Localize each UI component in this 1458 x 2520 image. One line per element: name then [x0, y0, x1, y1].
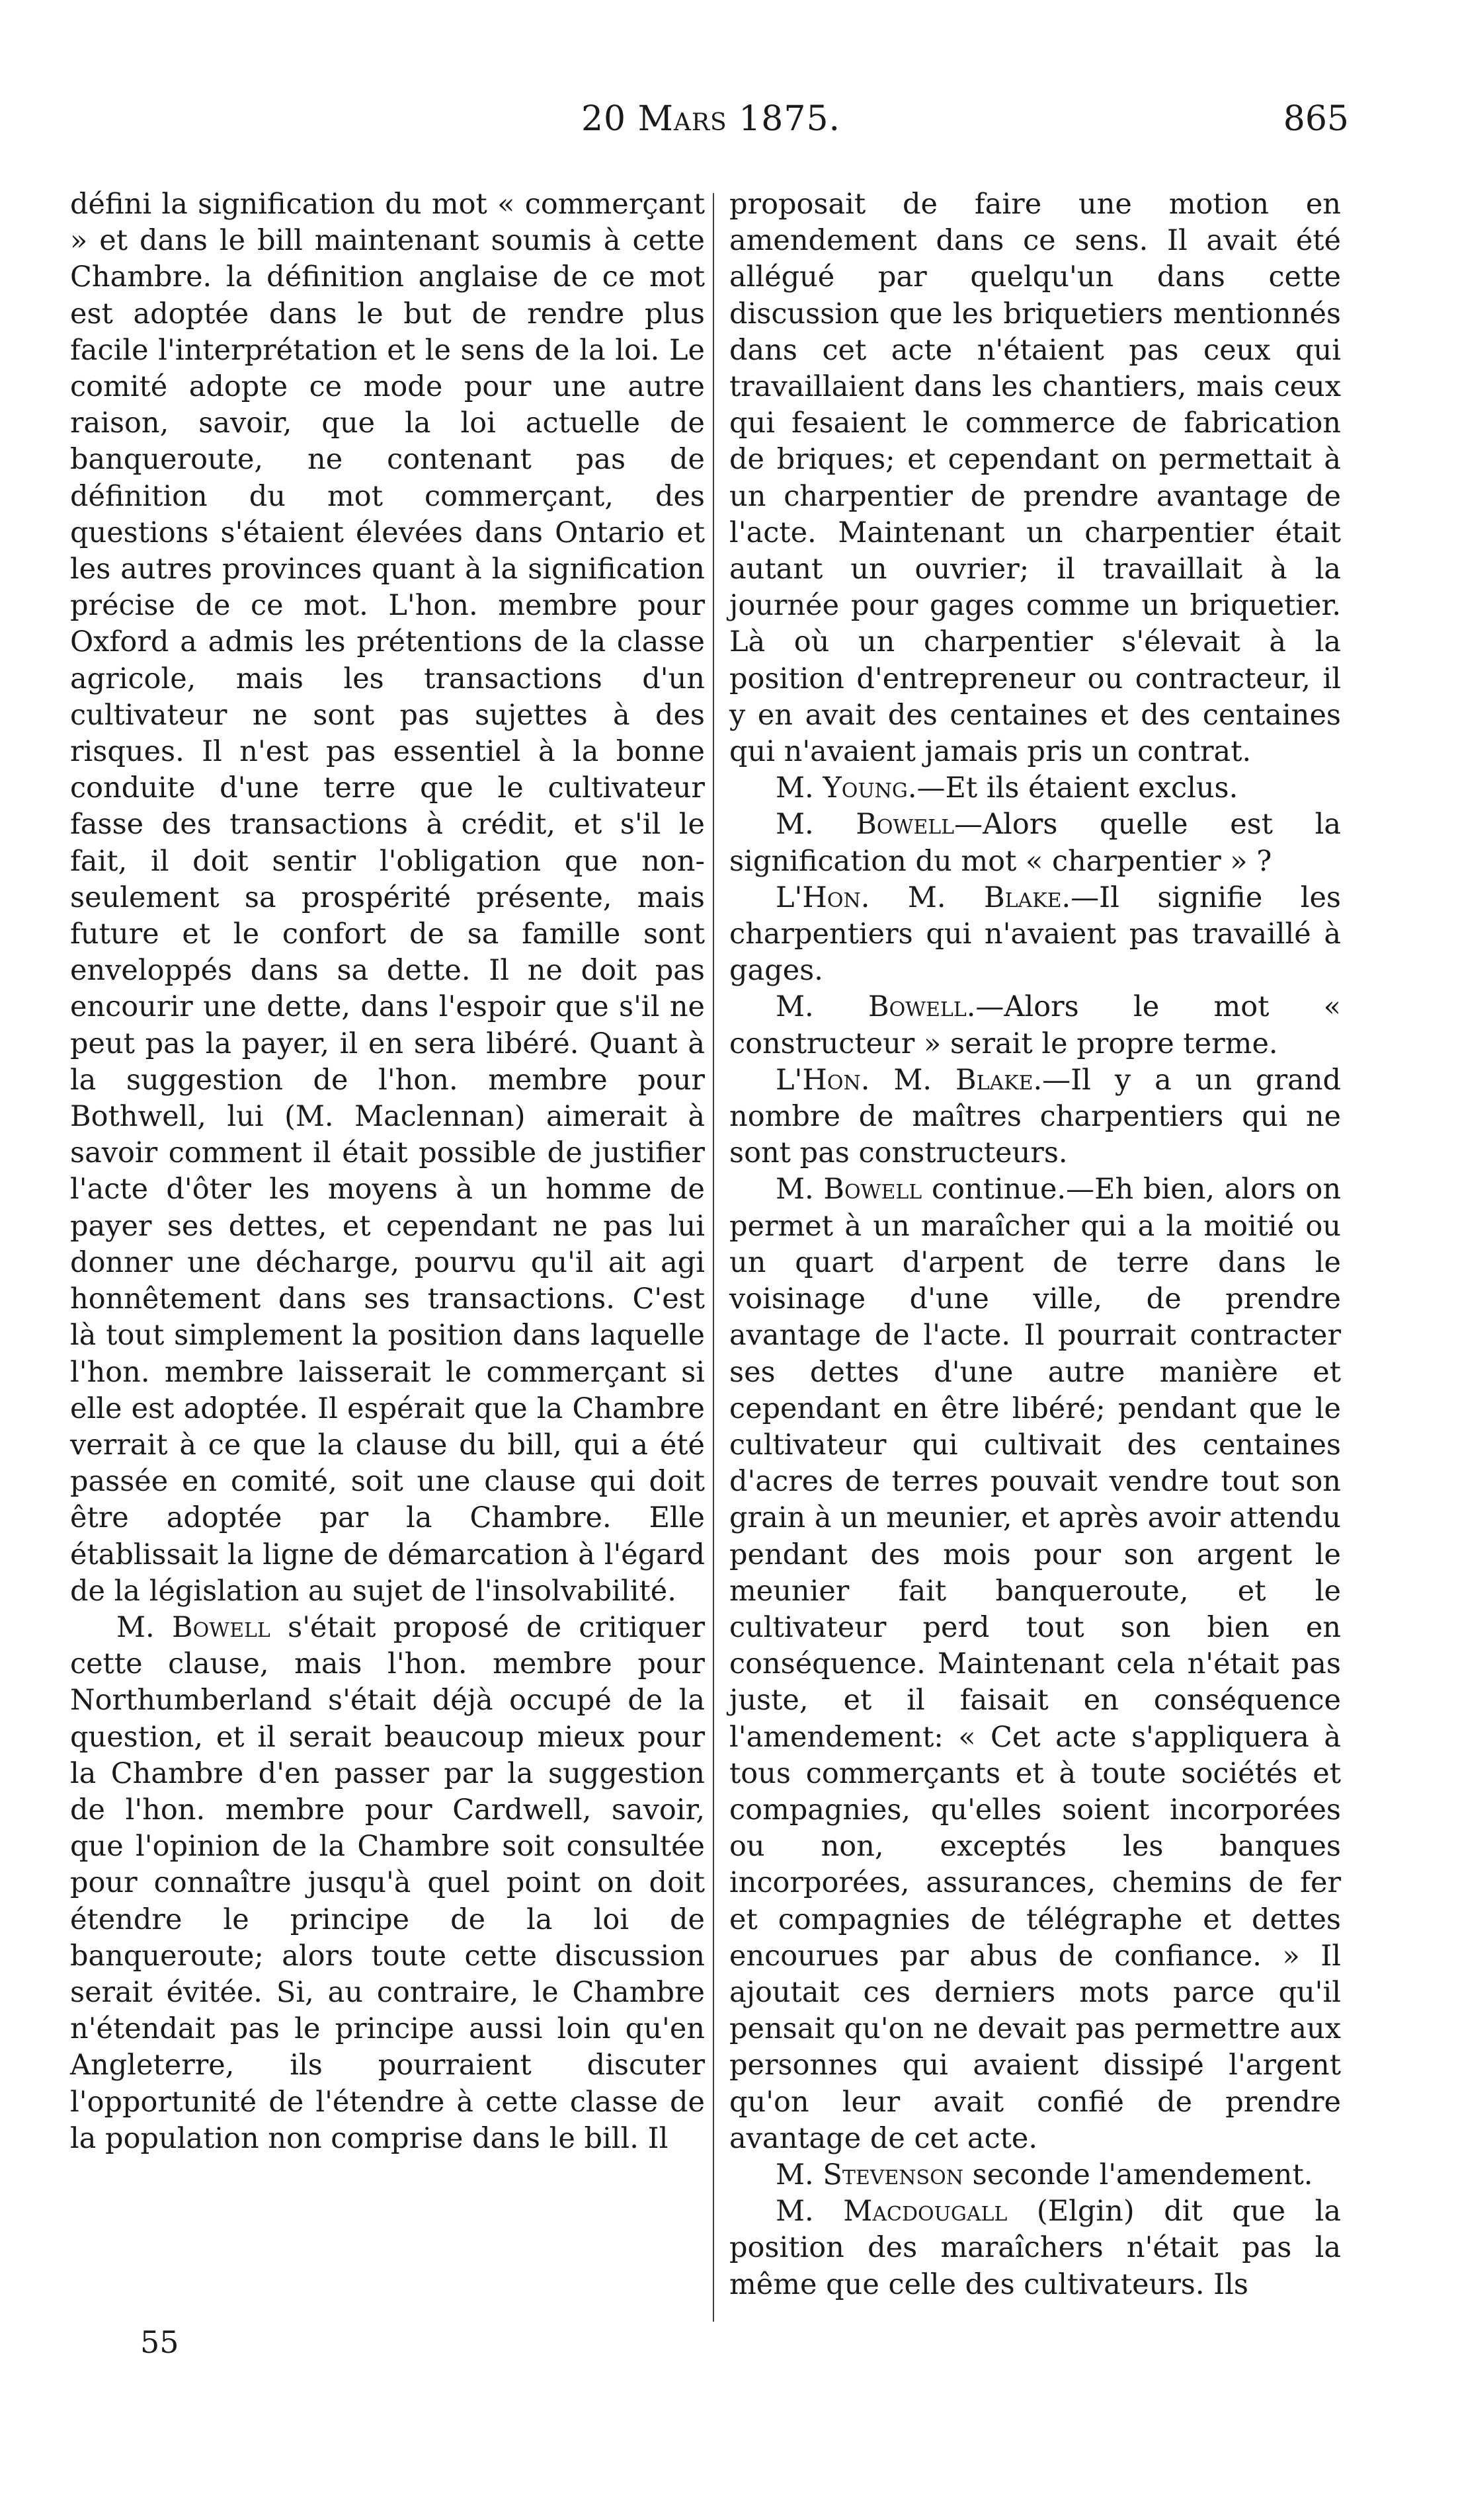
- paragraph-text: (Elgin) dit que la position des maraîchers n'était pas la même que celle des cultivateurs. Ils: [729, 2195, 1341, 2301]
- right-paragraph-1: proposait de faire une motion en amendement dans ce sens. Il avait été allégué par quelqu'un dans cette discussion que les briquetiers mentionnés dans cet acte n'étaient pas ceux qui travaillaient dans les chantiers, mais ceux qui fesaient le commerce de fabrication de briques; et cependant on permettait à un charpentier de prendre avantage de l'acte. Maintenant un charpentier était autant un ouvrier; il travaillait à la journée pour gages comme un briquetier. Là où un charpentier s'élevait à la position d'entrepreneur ou contracteur, il y en avait des centaines et des centaines qui n'avaient jamais pris un contrat.: [729, 188, 1341, 769]
- speaker-name: L'Hon. M. Blake: [776, 1063, 1033, 1097]
- paragraph-text: s'était proposé de critiquer cette clause, mais l'hon. membre pour Northumberland s'était déjà occupé de la question, et il serait beaucoup mieux pour la Chambre d'en passer par la suggestion de l'hon. membre pour Cardwell, savoir, que l'opinion de la Chambre soit consultée pour connaître jusqu'à quel point on doit étendre le principe de la loi de banqueroute; alors toute cette discussion serait évitée. Si, au contraire, le Chambre n'étendait pas le principe aussi loin qu'en Angleterre, ils pourraient discuter l'opportunité de l'étendre à cette classe de la population non comprise dans le bill. Il: [70, 1610, 706, 2155]
- right-paragraph-4: [729, 880, 1341, 990]
- header-month: Mars: [637, 99, 727, 139]
- page-header: [73, 99, 1349, 152]
- signature-mark: 55: [140, 2324, 179, 2360]
- paragraph-text: —Alors quelle est la signification du mot « charpentier » ?: [729, 808, 1342, 878]
- column-divider: [713, 193, 714, 2322]
- paragraph-text: .—Il signifie les charpentiers qui n'avaient pas travaillé à gages.: [729, 881, 1341, 988]
- right-column: [729, 186, 1341, 2303]
- header-day: 20: [581, 99, 627, 139]
- left-column: [70, 186, 705, 2157]
- speaker-name: M. Bowell: [776, 808, 955, 842]
- paragraph-text: seconde l'amendement.: [963, 2158, 1313, 2191]
- right-paragraph-6: [729, 1062, 1341, 1172]
- left-paragraph-2: [70, 1610, 705, 2157]
- right-paragraph-5: [729, 989, 1341, 1062]
- speaker-name: M. Bowell: [776, 1173, 922, 1206]
- right-paragraph-2: [729, 770, 1341, 807]
- right-paragraph-7: [729, 1171, 1341, 2156]
- paragraph-text: continue.—Eh bien, alors on permet à un maraîcher qui a la moitié ou un quart d'arpent de terre dans le voisinage d'une ville, de prendre avantage de l'acte. Il pourrait contracter ses dettes d'une autre manière et cependant en être libéré; pendant que le cultivateur qui cultivait des centaines d'acres de terres pouvait vendre tout son grain à un meunier, et après avoir attendu pendant des mois pour son argent le meunier fait banqueroute, et le cultivateur perd tout son bien en conséquence. Maintenant cela n'était pas juste, et il faisait en conséquence l'amendement: « Cet acte s'appliquera à tous commerçants et à toute sociétés et compagnies, qu'elles soient incorporées ou non, exceptés les banques incorporées, assurances, chemins de fer et compagnies de télégraphe et dettes encourues par abus de confiance. » Il ajoutait ces derniers mots parce qu'il pensait qu'on ne devait pas permettre aux personnes qui avaient dissipé l'argent qu'on leur avait confié de prendre avantage de cet acte.: [729, 1173, 1342, 2155]
- right-paragraph-8: [729, 2157, 1341, 2193]
- left-paragraph-1: défini la signification du mot « commerçant » et dans le bill maintenant soumis à cette Chambre. la définition anglaise de ce mot est adoptée dans le but de rendre plus facile l'interprétation et le sens de la loi. Le comité adopte ce mode pour une autre raison, savoir, que la loi actuelle de banqueroute, ne contenant pas de définition du mot commerçant, des questions s'étaient élevées dans Ontario et les autres provinces quant à la signification précise de ce mot. L'hon. membre pour Oxford a admis les prétentions de la classe agricole, mais les transactions d'un cultivateur ne sont pas sujettes à des risques. Il n'est pas essentiel à la bonne conduite d'une terre que le cultivateur fasse des transactions à crédit, et s'il le fait, il doit sentir l'obligation que non-seulement sa prospérité présente, mais future et le confort de sa famille sont enveloppés dans sa dette. Il ne doit pas encourir une dette, dans l'espoir que s'il ne peut pas la payer, il en sera libéré. Quant à la suggestion de l'hon. membre pour Bothwell, lui (M. Maclennan) aimerait à savoir comment il était possible de justifier l'acte d'ôter les moyens à un homme de payer ses dettes, et cependant ne pas lui donner une décharge, pourvu qu'il ait agi honnêtement dans ses transactions. C'est là tout simplement la position dans laquelle l'hon. membre laisserait le commerçant si elle est adoptée. Il espérait que la Chambre verrait à ce que la clause du bill, qui a été passée en comité, soit une clause qui doit être adoptée par la Chambre. Elle établissait la ligne de démarcation à l'égard de la législation au sujet de l'insolvabilité.: [70, 188, 705, 1608]
- paragraph-text: .—Et ils étaient exclus.: [907, 771, 1238, 805]
- speaker-name: M. Bowell: [776, 990, 967, 1024]
- paragraph-text: .—Il y a un grand nombre de maîtres charpentiers qui ne sont pas constructeurs.: [729, 1063, 1341, 1170]
- header-year: 1875.: [739, 99, 841, 139]
- speaker-name: M. Stevenson: [776, 2158, 963, 2191]
- paragraph-text: .—Alors le mot « constructeur » serait le propre terme.: [729, 990, 1341, 1060]
- speaker-name: L'Hon. M. Blake: [776, 881, 1062, 914]
- right-paragraph-3: [729, 807, 1341, 879]
- page-number: 865: [1283, 99, 1349, 139]
- right-paragraph-9: [729, 2193, 1341, 2303]
- speaker-name: M. Bowell: [116, 1610, 270, 1644]
- header-date: [73, 99, 1349, 139]
- speaker-name: M. Macdougall: [776, 2195, 1008, 2228]
- speaker-name: M. Young: [776, 771, 908, 805]
